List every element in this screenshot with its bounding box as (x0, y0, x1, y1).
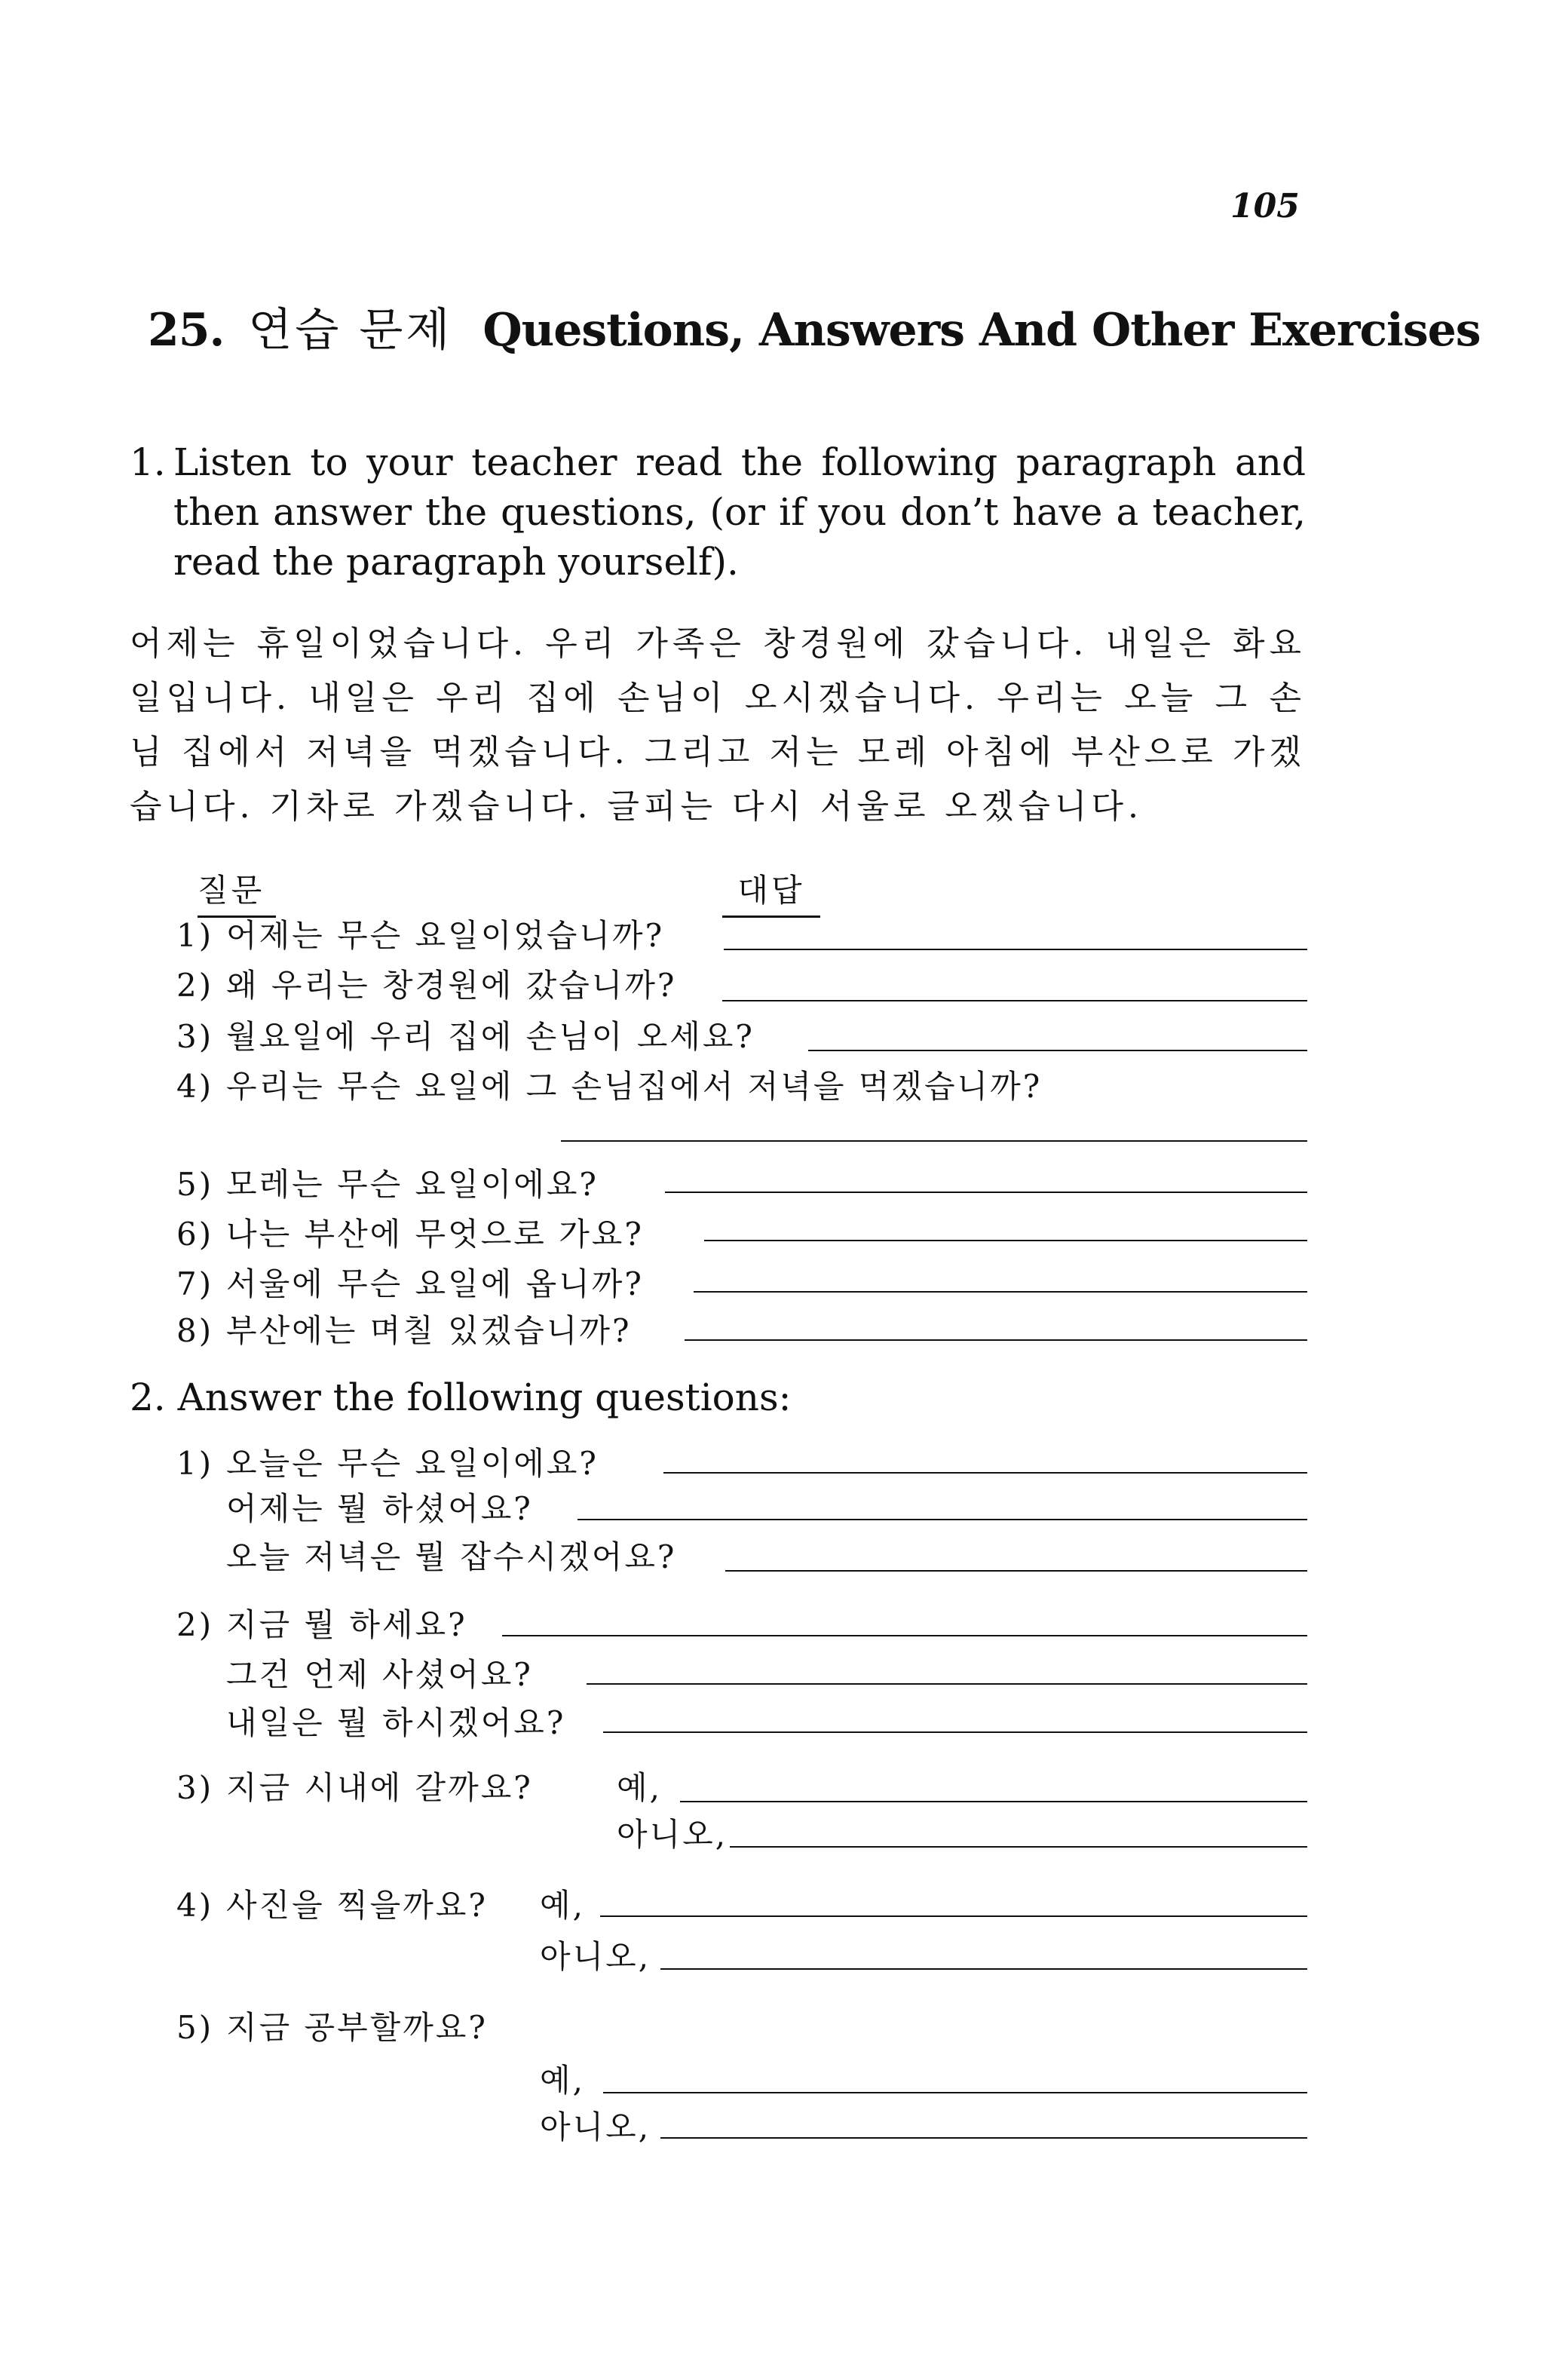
answer-line-2-2b[interactable] (587, 1683, 1307, 1685)
answer-line-2-5-no[interactable] (660, 2137, 1307, 2139)
answer-line-7[interactable] (694, 1291, 1307, 1293)
section-title-english: Questions, Answers And Other Exercises (482, 304, 1481, 357)
exercise-1-text: Listen to your teacher read the following paragraph and then answer the questions, (or if you don’t have a teacher, read the paragraph yourself). (173, 440, 1306, 584)
answer-line-2-4-yes[interactable] (600, 1915, 1307, 1917)
section-number: 25. (148, 304, 225, 357)
answer-line-2-3-yes[interactable] (680, 1801, 1307, 1802)
answer-line-4[interactable] (561, 1140, 1307, 1142)
no-label-2-4: 아니오, (540, 1938, 651, 1975)
answer-line-2-3-no[interactable] (730, 1846, 1307, 1848)
reading-paragraph: 어제는 휴일이었습니다. 우리 가족은 창경원에 갔습니다. 내일은 화요일입니다. 내일은 우리 집에 손님이 오시겠습니다. 우리는 오늘 그 손님 집에서 저녁을 먹겠습니다. 그리고 저는 모레 아침에 부산으로 가겠습니다. 기차로 가겠습니다. 글피는 다시 서울로 오겠습니다. (130, 624, 1306, 826)
yes-label-2-5: 예, (540, 2062, 585, 2099)
column-header-question: 질문 (198, 866, 276, 918)
exercise-2-text: Answer the following questions: (177, 1376, 792, 1419)
answer-line-2-5-yes[interactable] (603, 2092, 1307, 2093)
answer-line-2-1b[interactable] (577, 1519, 1307, 1520)
answer-line-2-1c[interactable] (725, 1570, 1307, 1572)
question-6: 6) 나는 부산에 무엇으로 가요? (176, 1216, 644, 1253)
answer-line-2-4-no[interactable] (660, 1968, 1307, 1970)
question-3: 3) 월요일에 우리 집에 손님이 오세요? (176, 1018, 755, 1055)
no-label-2-3: 아니오, (617, 1816, 728, 1853)
answer-line-2-2c[interactable] (603, 1731, 1307, 1733)
section-title (148, 294, 1481, 359)
question-1: 1) 어제는 무슨 요일이었습니까? (176, 917, 665, 954)
answer-line-2[interactable] (722, 1000, 1307, 1001)
question-2-2a: 2) 지금 뭘 하세요? (176, 1606, 467, 1643)
exercise-1-number: 1. (130, 440, 166, 484)
question-2-3: 3) 지금 시내에 갈까요? (176, 1769, 533, 1806)
answer-line-2-2a[interactable] (502, 1635, 1307, 1636)
exercise-2-instruction (130, 1372, 792, 1422)
answer-line-8[interactable] (685, 1339, 1307, 1341)
question-2-1a: 1) 오늘은 무슨 요일이에요? (176, 1445, 599, 1482)
question-4: 4) 우리는 무슨 요일에 그 손님집에서 저녁을 먹겠습니까? (176, 1068, 1043, 1105)
question-2-4: 4) 사진을 찍을까요? (176, 1887, 488, 1924)
question-8: 8) 부산에는 며칠 있겠습니까? (176, 1312, 632, 1349)
question-5: 5) 모레는 무슨 요일이에요? (176, 1166, 599, 1203)
question-7: 7) 서울에 무슨 요일에 옵니까? (176, 1265, 644, 1302)
question-2-2b: 그건 언제 사셨어요? (226, 1656, 533, 1693)
section-title-korean: 연습 문제 (248, 304, 453, 357)
column-header-answer: 대답 (722, 866, 820, 918)
answer-line-6[interactable] (704, 1240, 1307, 1241)
question-2-5: 5) 지금 공부할까요? (176, 2009, 488, 2046)
answer-line-2-1a[interactable] (663, 1472, 1307, 1474)
exercise-2-number: 2. (130, 1376, 166, 1419)
question-2: 2) 왜 우리는 창경원에 갔습니까? (176, 967, 677, 1004)
question-2-2c: 내일은 뭘 하시겠어요? (226, 1704, 566, 1741)
exercise-1-instruction (130, 437, 1306, 587)
answer-line-1[interactable] (724, 949, 1307, 950)
question-2-1b: 어제는 뭘 하셨어요? (226, 1490, 533, 1527)
question-2-1c: 오늘 저녁은 뭘 잡수시겠어요? (226, 1538, 677, 1575)
answer-line-3[interactable] (808, 1050, 1307, 1051)
yes-label-2-4: 예, (540, 1887, 585, 1924)
yes-label-2-3: 예, (617, 1769, 662, 1806)
no-label-2-5: 아니오, (540, 2109, 651, 2145)
answer-line-5[interactable] (665, 1192, 1307, 1193)
page-number: 105 (1230, 187, 1300, 225)
